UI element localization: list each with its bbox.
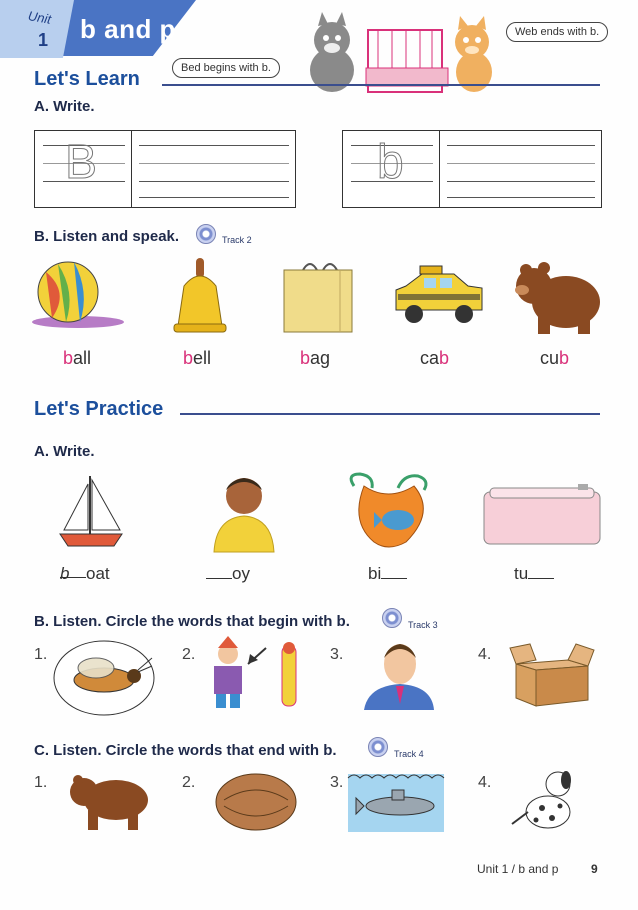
- cats-and-bed-illustration: [282, 10, 522, 100]
- write-word-boy[interactable]: oy: [206, 564, 250, 584]
- write-word-boat[interactable]: b oat: [60, 564, 110, 583]
- track-label: Track 4: [394, 749, 424, 759]
- boat-image: [56, 474, 126, 552]
- bib-image: [344, 472, 436, 552]
- item-number: 1.: [34, 774, 48, 791]
- tub-image: [482, 484, 602, 548]
- item-number: 4.: [478, 774, 492, 791]
- write-box-uppercase: [34, 130, 296, 208]
- track-label: Track 3: [408, 620, 438, 630]
- box-image: [510, 640, 594, 710]
- word-bag: bag: [300, 348, 331, 368]
- footer-unit-label: Unit 1 / b and p: [477, 862, 559, 876]
- lets-practice-title: Let's Practice: [34, 398, 164, 420]
- item-number: 2.: [182, 774, 196, 791]
- bell-image: [172, 256, 232, 340]
- write-word-tub[interactable]: tu: [514, 564, 554, 584]
- learn-part-b-title: B. Listen and speak.: [34, 228, 180, 245]
- cd-icon[interactable]: [196, 224, 216, 244]
- page-number: 9: [591, 862, 598, 876]
- unit-title: b and p: [80, 14, 176, 44]
- clown-image: [204, 640, 308, 710]
- lets-learn-title: Let's Learn: [34, 68, 140, 90]
- section-rule: [162, 84, 600, 86]
- bear-cub-image: [64, 770, 152, 834]
- practice-part-b-title: B. Listen. Circle the words that begin with b.: [34, 613, 350, 630]
- trace-letter-uppercase: B: [65, 136, 98, 189]
- speech-bubble-web: Web ends with b.: [506, 22, 608, 42]
- dog-image: [508, 768, 580, 834]
- item-number: 3.: [330, 774, 344, 791]
- write-word-bib[interactable]: bi: [368, 564, 407, 584]
- practice-part-a-title: A. Write.: [34, 443, 95, 460]
- word-cub: cub: [540, 348, 570, 368]
- unit-number: 1: [38, 30, 49, 50]
- cab-image: [392, 266, 488, 336]
- item-number: 1.: [34, 646, 48, 663]
- learn-part-a-title: A. Write.: [34, 98, 95, 115]
- submarine-image: [348, 772, 444, 834]
- word-ball: ball: [63, 348, 92, 368]
- trace-letter-lowercase: b: [377, 136, 404, 189]
- nut-image: [214, 770, 298, 834]
- write-box-lowercase: [342, 130, 602, 208]
- item-number: 4.: [478, 646, 492, 663]
- bug-image: [52, 638, 158, 718]
- item-number: 3.: [330, 646, 344, 663]
- word-bell: bell: [183, 348, 212, 368]
- boy-image: [208, 472, 278, 552]
- practice-part-c-title: C. Listen. Circle the words that end with b.: [34, 742, 337, 759]
- cd-icon[interactable]: [382, 608, 402, 628]
- track-label: Track 2: [222, 235, 252, 245]
- speech-bubble-bed: Bed begins with b.: [172, 58, 280, 78]
- unit-word: Unit: [26, 8, 53, 27]
- bag-image: [280, 256, 360, 340]
- item-number: 2.: [182, 646, 196, 663]
- man-image: [362, 640, 436, 710]
- cub-image: [512, 258, 604, 338]
- cd-icon[interactable]: [368, 737, 388, 757]
- section-rule: [180, 413, 600, 415]
- word-cab: cab: [420, 348, 450, 368]
- ball-image: [30, 258, 130, 338]
